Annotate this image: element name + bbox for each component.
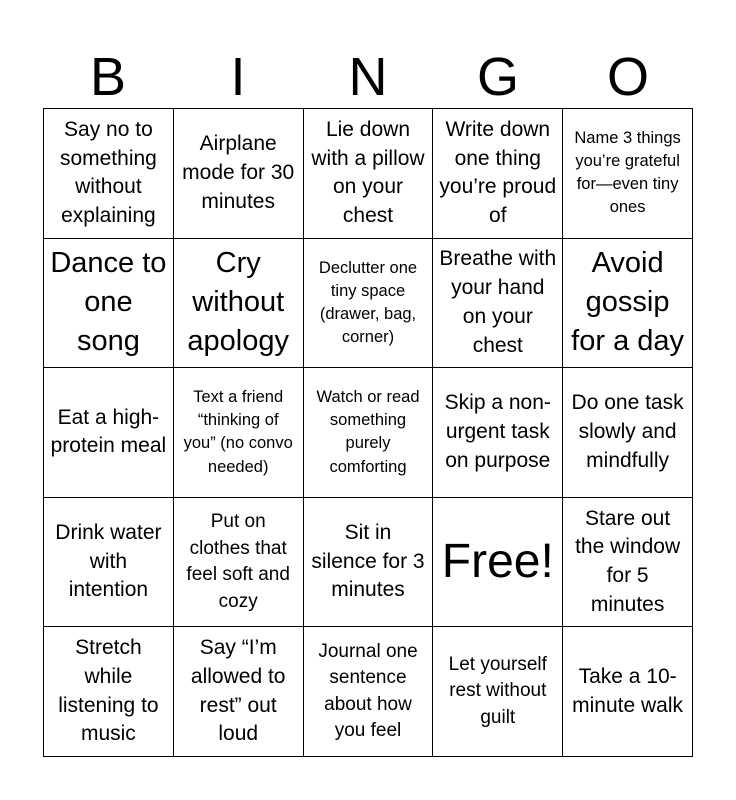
bingo-cell[interactable] — [304, 239, 434, 369]
bingo-cell-text: Watch or read something purely comforting — [316, 388, 420, 476]
header-letter-g: G — [476, 47, 519, 107]
bingo-cell[interactable] — [174, 109, 304, 239]
bingo-cell-text: Write down one thing you’re proud of — [439, 117, 557, 228]
bingo-cell[interactable] — [44, 239, 174, 369]
bingo-cell-text: Drink water with intention — [55, 520, 162, 602]
bingo-cell-text: Cry without apology — [187, 247, 289, 358]
bingo-cell[interactable] — [174, 498, 304, 628]
bingo-cell-text: Stretch while listening to music — [58, 636, 159, 746]
bingo-cell[interactable] — [563, 627, 693, 757]
bingo-cell[interactable] — [433, 368, 563, 498]
bingo-cell-text: Airplane mode for 30 minutes — [182, 132, 295, 213]
bingo-cell-text: Do one task slowly and mindfully — [571, 391, 684, 472]
header-letter-o: O — [606, 47, 649, 107]
bingo-cell-text: Take a 10-minute walk — [572, 664, 684, 717]
bingo-cell[interactable] — [433, 627, 563, 757]
bingo-cell[interactable] — [174, 627, 304, 757]
bingo-cell[interactable] — [563, 498, 693, 628]
bingo-cell-text: Avoid gossip for a day — [571, 247, 685, 358]
bingo-cell[interactable] — [44, 627, 174, 757]
bingo-cell-text: Dance to one song — [50, 247, 167, 358]
bingo-board — [43, 108, 693, 757]
bingo-cell-text: Say no to something without explaining — [59, 117, 157, 228]
bingo-cell-text: Skip a non-urgent task on purpose — [444, 391, 551, 472]
bingo-cell-text: Free! — [441, 534, 554, 588]
bingo-cell[interactable] — [174, 368, 304, 498]
bingo-header — [43, 48, 693, 106]
header-letter-b: B — [89, 47, 127, 107]
bingo-cell[interactable] — [563, 109, 693, 239]
bingo-cell-text: Declutter one tiny space (drawer, bag, corner) — [318, 258, 418, 346]
header-letter-i: I — [230, 47, 246, 107]
bingo-cell[interactable] — [304, 368, 434, 498]
bingo-cell-text: Stare out the window for 5 minutes — [575, 506, 681, 616]
bingo-cell-text: Say “I’m allowed to rest” out loud — [190, 636, 286, 746]
bingo-cell-text: Name 3 things you’re grateful for—even tiny ones — [574, 129, 681, 217]
header-letter-n: N — [348, 47, 388, 107]
bingo-cell[interactable] — [44, 368, 174, 498]
bingo-cell-text: Let yourself rest without guilt — [448, 653, 547, 728]
bingo-cell[interactable] — [563, 368, 693, 498]
bingo-cell-free[interactable] — [433, 498, 563, 628]
bingo-cell-text: Put on clothes that feel soft and cozy — [186, 510, 290, 612]
bingo-cell-text: Sit in silence for 3 minutes — [311, 520, 425, 602]
bingo-cell[interactable] — [304, 498, 434, 628]
bingo-cell-text: Eat a high-protein meal — [50, 405, 167, 458]
bingo-cell[interactable] — [44, 498, 174, 628]
bingo-cell[interactable] — [433, 109, 563, 239]
bingo-cell-text: Lie down with a pillow on your chest — [311, 117, 425, 228]
bingo-cell-text: Journal one sentence about how you feel — [318, 640, 418, 742]
bingo-cell[interactable] — [174, 239, 304, 369]
bingo-cell[interactable] — [304, 109, 434, 239]
bingo-cell-text: Breathe with your hand on your chest — [439, 247, 557, 357]
bingo-cell[interactable] — [44, 109, 174, 239]
bingo-cell[interactable] — [304, 627, 434, 757]
bingo-cell-text: Text a friend “thinking of you” (no convo needed) — [183, 388, 293, 476]
bingo-cell[interactable] — [563, 239, 693, 369]
bingo-cell[interactable] — [433, 239, 563, 369]
